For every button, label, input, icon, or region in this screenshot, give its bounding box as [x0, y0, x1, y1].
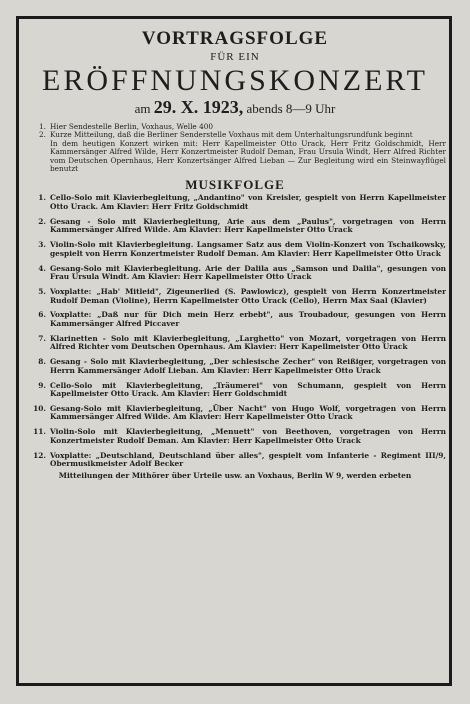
program-item-number: 7.: [38, 333, 46, 343]
program-item-text: Voxplatte: „Hab' Mitleid", Zigeunerlied (S. Pawlowicz), gespielt von Herrn Konzertmeister Rudolf Deman (Violine), Herrn Kapellmeister Otto Urack (Cello), Herrn Max Saal (Klavier): [50, 287, 446, 305]
program-item: [24, 311, 446, 328]
date-value: 29. X. 1923,: [153, 97, 244, 117]
title-line-3: ERÖFFNUNGSKONZERT: [42, 64, 428, 97]
program-item: [24, 288, 446, 305]
program-item-text: Voxplatte: „Deutschland, Deutschland über alles", gespielt vom Infanterie - Regiment III/9, Obermusikmeister Adolf Becker: [50, 450, 446, 469]
program-item-text: Gesang-Solo mit Klavierbegleitung. Arie der Dalila aus „Samson und Dalila", gesungen von Frau Ursula Windt. Am Klavier: Herr Kapellmeister Otto Urack: [50, 263, 446, 282]
program-item: [24, 405, 446, 422]
program-item: [24, 452, 446, 469]
intro-item-text: Hier Sendestelle Berlin, Voxhaus, Welle 400: [50, 122, 214, 131]
footer-note: Mitteilungen der Mithörer über Urteile usw. an Voxhaus, Berlin W 9, werden erbeten: [58, 471, 412, 481]
intro-item-number: 1.: [39, 122, 46, 131]
intro-block: [24, 123, 446, 173]
program-item: [24, 358, 446, 375]
program-item-number: 1.: [38, 193, 46, 203]
program-item-number: 4.: [38, 263, 46, 273]
intro-item-number: 2.: [39, 130, 46, 140]
program-item-text: Cello-Solo mit Klavierbegleitung, „Andantino" von Kreisler, gespielt von Herrn Kapellmeister Otto Urack. Am Klavier: Herr Fritz Goldschmidt: [50, 193, 446, 211]
program-item-number: 10.: [33, 403, 46, 413]
section-title: MUSIKFOLGE: [185, 177, 285, 193]
document-content: [24, 22, 446, 678]
program-item: [24, 428, 446, 445]
title-line-1: VORTRAGSFOLGE: [141, 28, 329, 49]
program-item-text: Gesang-Solo mit Klavierbegleitung, „Über Nacht" von Hugo Wolf, vorgetragen von Herrn Kammersänger Alfred Wilde. Am Klavier: Herr Kapellmeister Otto Urack: [50, 403, 446, 422]
program-item: [24, 382, 446, 399]
intro-item-text: Kurze Mitteilung, daß die Berliner Senderstelle Voxhaus mit dem Unterhaltungsrundfunk beginnt: [50, 130, 413, 140]
program-item: [24, 241, 446, 258]
date-line: [24, 99, 446, 117]
program-item-number: 11.: [33, 427, 46, 437]
program-item-number: 12.: [33, 450, 46, 460]
program-item-text: Violin-Solo mit Klavierbegleitung. Langsamer Satz aus dem Violin-Konzert von Tschaikowsky, gespielt von Herrn Konzertmeister Rudolf Deman. Am Klavier: Herr Kapellmeister Otto Urack: [50, 240, 446, 258]
program-item: [24, 265, 446, 282]
program-item: [24, 218, 446, 235]
program-item-number: 6.: [38, 310, 46, 320]
program-item: [24, 194, 446, 211]
program-item-text: Voxplatte: „Daß nur für Dich mein Herz erbebt", aus Troubadour, gesungen von Herrn Kammersänger Alfred Piccaver: [50, 310, 446, 328]
title-line-2: FÜR EIN: [210, 51, 260, 63]
program-item-number: 5.: [38, 287, 46, 296]
program-item-text: Gesang - Solo mit Klavierbegleitung, „Der schlesische Zecher" von Reißiger, vorgetragen von Herrn Kammersänger Adolf Lieban. Am Klavier: Herr Kapellmeister Otto Urack: [50, 357, 446, 375]
intro-paragraph: In dem heutigen Konzert wirken mit: Herr Kapellmeister Otto Urack, Herr Fritz Goldschmidt, Herr Kammersänger Alfred Wilde, Herr Konzertmeister Rudolf Deman, Frau Ursula Windt, Herr Alfred Richter vom Deutschen Opernhaus, Herr Konzertsänger Alfred Lieban — Zur Begleitung wird ein Steinwayflügel benutzt: [50, 138, 446, 174]
program-item-number: 9.: [38, 380, 46, 390]
date-prefix: am: [134, 101, 151, 116]
program-item-text: Klarinetten - Solo mit Klavierbegleitung, „Larghetto" von Mozart, vorgetragen von Herrn Alfred Richter vom Deutschen Opernhaus. Am Klavier: Herr Kapellmeister Otto Urack: [50, 333, 446, 352]
program-item-number: 8.: [38, 357, 46, 367]
date-suffix: abends 8—9 Uhr: [246, 101, 336, 116]
program-item-text: Cello-Solo mit Klavierbegleitung, „Träumerei" von Schumann, gespielt von Herrn Kapellmeister Otto Urack. Am Klavier: Herr Goldschmidt: [50, 380, 446, 399]
program-list: [24, 194, 446, 468]
program-item-number: 3.: [38, 240, 46, 250]
program-item-number: 2.: [38, 216, 46, 226]
program-item: [24, 335, 446, 352]
program-item-text: Gesang - Solo mit Klavierbegleitung, Arie aus dem „Paulus", vorgetragen von Herrn Kammersänger Alfred Wilde. Am Klavier: Herr Kapellmeister Otto Urack: [50, 216, 446, 235]
program-item-text: Violin-Solo mit Klavierbegleitung, „Menuett" von Beethoven, vorgetragen von Herrn Konzertmeister Rudolf Deman. Am Klavier: Herr Kapellmeister Otto Urack: [50, 427, 446, 445]
